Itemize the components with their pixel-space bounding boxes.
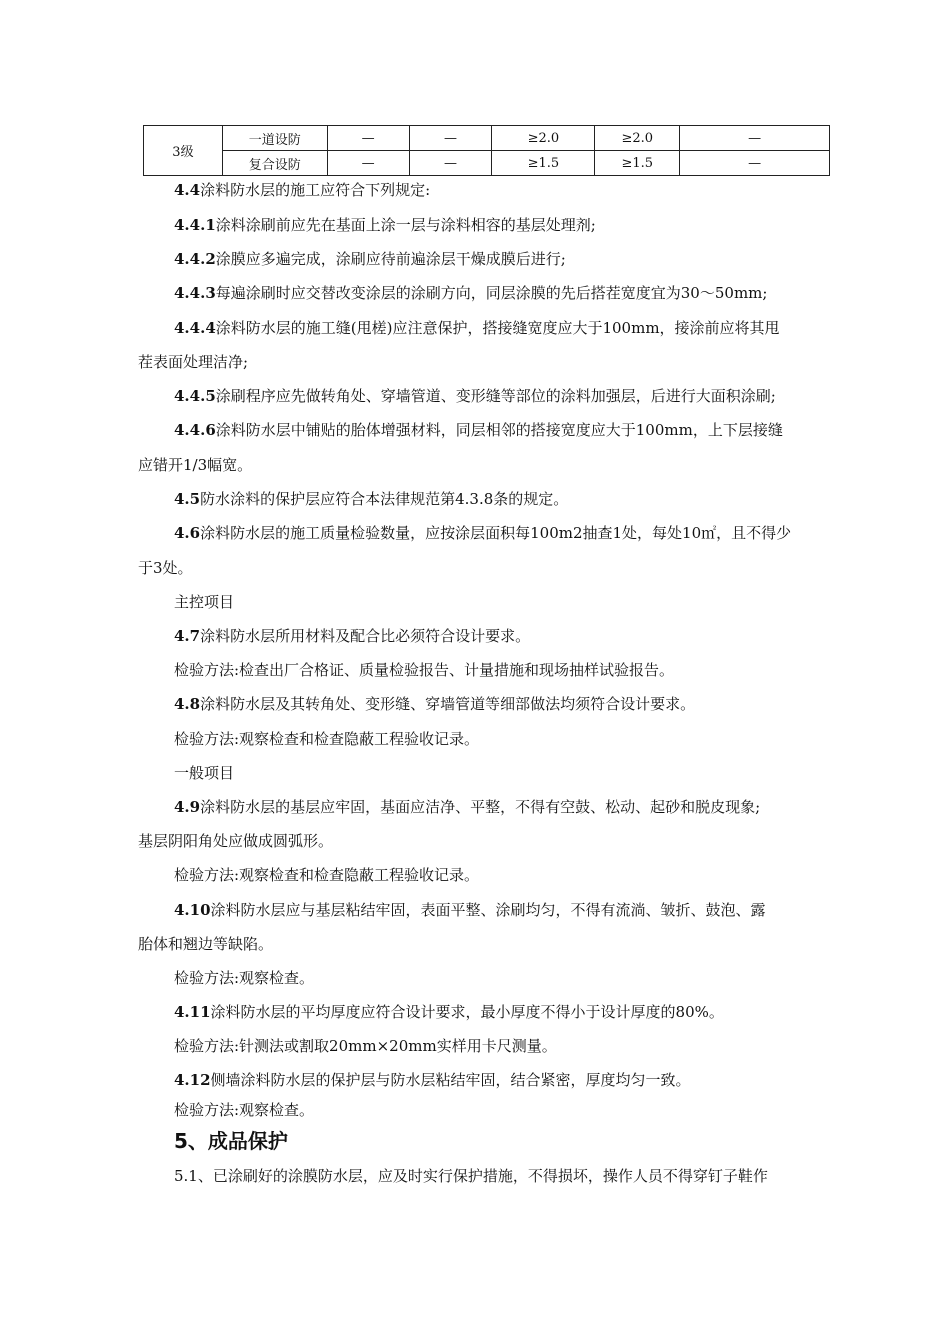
clause-line	[174, 1070, 691, 1090]
section-heading: 5、成品保护	[174, 1129, 288, 1153]
clause-line	[174, 797, 760, 817]
inspection-method	[174, 1100, 314, 1120]
clause-text: 涂膜应多遍完成，涂刷应待前遍涂层干燥成膜后进行;	[215, 250, 566, 268]
table-cell: —	[327, 126, 409, 151]
table-row	[144, 126, 830, 151]
clause-continuation	[138, 831, 333, 851]
clause-text: 检验方法:针测法或割取20mm×20mm实样用卡尺测量。	[174, 1037, 557, 1055]
table-cell: —	[409, 126, 492, 151]
clause-line	[174, 1002, 724, 1022]
clause-text: 侧墙涂料防水层的保护层与防水层粘结牢固，结合紧密，厚度均匀一致。	[210, 1071, 691, 1089]
clause-number: 4.9	[174, 798, 201, 816]
clause-text: 涂料防水层的基层应牢固，基面应洁净、平整，不得有空鼓、松动、起砂和脱皮现象;	[200, 798, 761, 816]
subheading-general	[174, 763, 234, 783]
clause-line	[174, 180, 430, 200]
clause-number: 4.11	[174, 1003, 211, 1021]
clause-number: 4.4.4	[174, 319, 216, 337]
clause-line	[174, 523, 791, 543]
clause-text: 基层阴阳角处应做成圆弧形。	[138, 832, 334, 850]
clause-text: 应错开1/3幅宽。	[138, 456, 253, 474]
clause-text: 涂料防水层所用材料及配合比必须符合设计要求。	[200, 627, 531, 645]
clause-text: 涂料防水层的平均厚度应符合设计要求，最小厚度不得小于设计厚度的80%。	[210, 1003, 724, 1021]
inspection-method	[174, 1036, 557, 1056]
clause-line	[174, 489, 568, 509]
clause-text: 涂料防水层应与基层粘结牢固，表面平整、涂刷均匀，不得有流淌、皱折、鼓泡、露	[210, 901, 766, 919]
clause-text: 涂料防水层中铺贴的胎体增强材料，同层相邻的搭接宽度应大于100mm，上下层接缝	[215, 421, 783, 439]
clause-text: 涂料防水层的施工质量检验数量，应按涂层面积每100m2抽查1处，每处10㎡，且不得少	[200, 524, 792, 542]
clause-number: 4.4.2	[174, 250, 216, 268]
clause-number: 4.8	[174, 695, 201, 713]
inspection-method	[174, 660, 674, 680]
clause-number: 4.12	[174, 1071, 211, 1089]
table-cell: ≥2.0	[492, 126, 595, 151]
clause-text: 5.1、已涂刷好的涂膜防水层，应及时实行保护措施，不得损坏，操作人员不得穿钉子鞋作	[174, 1167, 768, 1185]
inspection-method	[174, 865, 479, 885]
clause-number: 4.4.6	[174, 421, 216, 439]
clause-continuation	[138, 558, 193, 578]
clause-text: 检验方法:检查出厂合格证、质量检验报告、计量措施和现场抽样试验报告。	[174, 661, 675, 679]
clause-number: 4.4	[174, 181, 201, 199]
clause-text: 于3处。	[138, 559, 193, 577]
clause-text: 检验方法:观察检查。	[174, 969, 315, 987]
table-cell: —	[680, 126, 830, 151]
inspection-method	[174, 968, 314, 988]
clause-text: 涂料防水层的施工缝(甩槎)应注意保护，搭接缝宽度应大于100mm，接涂前应将其甩	[215, 319, 780, 337]
table-cell: —	[409, 151, 492, 176]
subheading-text: 主控项目	[174, 593, 235, 611]
table-cell: ≥2.0	[595, 126, 680, 151]
table-cell: ≥1.5	[492, 151, 595, 176]
inspection-method	[174, 729, 479, 749]
clause-number: 4.6	[174, 524, 201, 542]
clause-text: 每遍涂刷时应交替改变涂层的涂刷方向，同层涂膜的先后搭茬宽度宜为30～50mm;	[215, 284, 768, 302]
clause-text: 涂料防水层及其转角处、变形缝、穿墙管道等细部做法均须符合设计要求。	[200, 695, 696, 713]
clause-text: 涂刷程序应先做转角处、穿墙管道、变形缝等部位的涂料加强层，后进行大面积涂刷;	[215, 387, 776, 405]
clause-text: 涂料防水层的施工应符合下列规定:	[200, 181, 431, 199]
clause-text: 检验方法:观察检查和检查隐蔽工程验收记录。	[174, 730, 480, 748]
clause-line	[174, 283, 767, 303]
clause-number: 4.4.5	[174, 387, 216, 405]
clause-text: 胎体和翘边等缺陷。	[138, 935, 274, 953]
clause-line	[174, 420, 783, 440]
table-row	[144, 151, 830, 176]
clause-number: 4.7	[174, 627, 201, 645]
clause-text: 涂料涂刷前应先在基面上涂一层与涂料相容的基层处理剂;	[215, 216, 596, 234]
grade-cell: 3级	[144, 126, 223, 176]
clause-line	[174, 318, 780, 338]
waterproof-thickness-table	[143, 125, 830, 176]
clause-continuation	[138, 352, 248, 372]
clause-line	[174, 626, 530, 646]
clause-text: 检验方法:观察检查和检查隐蔽工程验收记录。	[174, 866, 480, 884]
clause-number: 4.4.1	[174, 216, 216, 234]
clause-text: 茬表面处理洁净;	[138, 353, 249, 371]
clause-line	[174, 215, 596, 235]
clause-number: 4.5	[174, 490, 201, 508]
table-cell: ≥1.5	[595, 151, 680, 176]
subheading-text: 一般项目	[174, 764, 235, 782]
clause-line	[174, 386, 776, 406]
clause-line	[174, 1166, 768, 1186]
clause-line	[174, 249, 566, 269]
clause-number: 4.4.3	[174, 284, 216, 302]
clause-line	[174, 900, 766, 920]
table-cell: 复合设防	[222, 151, 327, 176]
table-cell: 一道设防	[222, 126, 327, 151]
clause-number: 4.10	[174, 901, 211, 919]
clause-continuation	[138, 455, 252, 475]
clause-text: 防水涂料的保护层应符合本法律规范第4.3.8条的规定。	[200, 490, 569, 508]
clause-line	[174, 694, 695, 714]
subheading-main-control	[174, 592, 234, 612]
table-cell: —	[327, 151, 409, 176]
clause-continuation	[138, 934, 273, 954]
clause-text: 检验方法:观察检查。	[174, 1101, 315, 1119]
table-cell: —	[680, 151, 830, 176]
